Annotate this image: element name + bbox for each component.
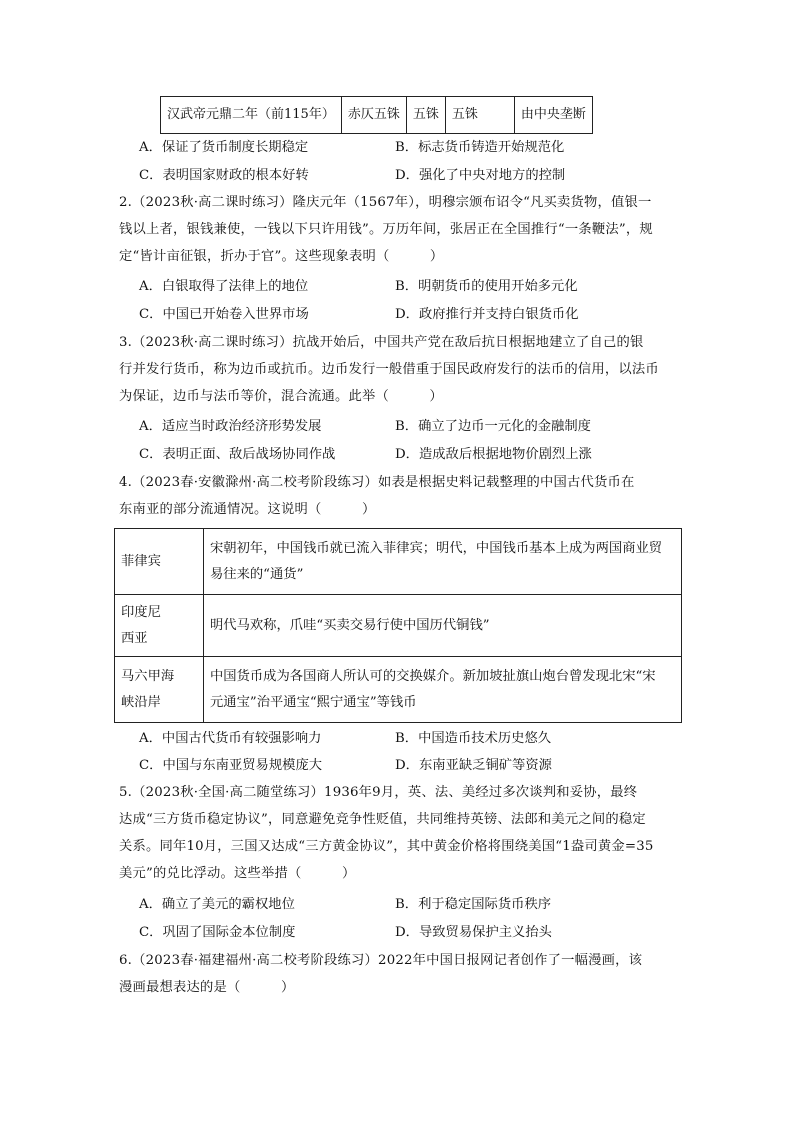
table-cell-mint: 由中央垄断: [514, 97, 592, 134]
table-cell-description: 明代马欢称，爪哇“买卖交易行使中国历代铜钱”: [204, 595, 682, 657]
table-cell-era: 汉武帝元鼎二年（前115年）: [161, 97, 342, 134]
q4-stem-line-2: 东南亚的部分流通情况。这说明（ ）: [119, 502, 376, 517]
q3-stem-line-2: 行并发行货币，称为边币或抗币。边币发行一般借重于国民政府发行的法币的信用，以法币: [119, 362, 659, 377]
q5-stem-line-4: 美元”的兑比浮动。这些举措（ ）: [119, 866, 356, 881]
q5-stem-line-2: 达成“三方货币稳定协议”，同意避免竞争性贬值，共同维持英镑、法郎和美元之间的稳定: [119, 812, 646, 827]
q3-stem-line-3: 为保证，边币与法币等价，混合流通。此举（ ）: [119, 389, 443, 404]
q5-option-b[interactable]: B．利于稳定国际货币秩序: [395, 897, 552, 912]
q3-option-d[interactable]: D．造成敌后根据地物价剧烈上涨: [395, 447, 592, 462]
q4-option-a[interactable]: A．中国古代货币有较强影响力: [139, 731, 322, 746]
q5-option-d[interactable]: D．导致贸易保护主义抬头: [395, 925, 552, 940]
q3-option-c[interactable]: C．表明正面、敌后战场协同作战: [139, 447, 336, 462]
q6-stem-line-1: 6.（2023春·福建福州·高二校考阶段练习）2022年中国日报网记者创作了一幅漫画，该: [119, 953, 643, 968]
q2-option-a[interactable]: A．白银取得了法律上的地位: [139, 279, 309, 294]
q4-option-c[interactable]: C．中国与东南亚贸易规模庞大: [139, 758, 323, 773]
q2-stem-line-2: 钱以上者，银钱兼使，一钱以下只许用钱”。万历年间，张居正在全国推行“一条鞭法”，规: [119, 222, 653, 237]
q2-stem-line-3: 定“皆计亩征银，折办于官”。这些现象表明（ ）: [119, 249, 444, 264]
q3-option-b[interactable]: B．确立了边币一元化的金融制度: [395, 419, 591, 434]
q1-option-d[interactable]: D．强化了中央对地方的控制: [395, 168, 566, 183]
table-cell-coin: 赤仄五铢: [341, 97, 406, 134]
table-cell-description: 中国货币成为各国商人所认可的交换媒介。新加坡扯旗山炮台曾发现北宋“宋 元通宝”治平通宝“熙宁通宝”等钱币: [204, 657, 682, 723]
q5-stem-line-1: 5.（2023秋·全国·高二随堂练习）1936年9月，英、法、美经过多次谈判和妥协，最终: [119, 785, 638, 800]
q5-stem-line-3: 关系。同年10月，三国又达成“三方黄金协议”，其中黄金价格将围绕美国“1盎司黄金=35: [119, 839, 654, 854]
table-cell-description: 宋朝初年，中国钱币就已流入菲律宾；明代，中国钱币基本上成为两国商业贸 易往来的“通货”: [204, 529, 682, 595]
q2-option-b[interactable]: B．明朝货币的使用开始多元化: [395, 279, 578, 294]
q3-option-a[interactable]: A．适应当时政治经济形势发展: [139, 419, 322, 434]
q4-option-d[interactable]: D．东南亚缺乏铜矿等资源: [395, 758, 552, 773]
q2-option-d[interactable]: D．政府推行并支持白银货币化: [395, 307, 579, 322]
q1-option-a[interactable]: A．保证了货币制度长期稳定: [139, 140, 309, 155]
table-cell-type: 五铢: [406, 97, 445, 134]
q4-stem-line-1: 4.（2023春·安徽滁州·高二校考阶段练习）如表是根据史料记载整理的中国古代货币在: [119, 475, 635, 490]
q5-option-a[interactable]: A．确立了美元的霸权地位: [139, 897, 295, 912]
coin-table-row: [160, 96, 593, 134]
table-cell-region: 马六甲海 峡沿岸: [115, 657, 204, 723]
table-cell-region: 印度尼 西亚: [115, 595, 204, 657]
q6-stem-line-2: 漫画最想表达的是（ ）: [119, 980, 295, 995]
q2-stem-line-1: 2.（2023秋·高二课时练习）隆庆元年（1567年），明穆宗颁布诏令“凡买卖货物，值银一: [119, 195, 652, 210]
table-cell-type2: 五铢: [445, 97, 514, 134]
q1-option-b[interactable]: B．标志货币铸造开始规范化: [395, 140, 565, 155]
q5-option-c[interactable]: C．巩固了国际金本位制度: [139, 925, 296, 940]
currency-circulation-table: [114, 528, 682, 723]
q3-stem-line-1: 3.（2023秋·高二课时练习）抗战开始后，中国共产党在敌后抗日根据地建立了自己的银: [119, 335, 644, 350]
table-cell-region: 菲律宾: [115, 529, 204, 595]
q4-option-b[interactable]: B．中国造币技术历史悠久: [395, 731, 552, 746]
q2-option-c[interactable]: C．中国已开始卷入世界市场: [139, 307, 309, 322]
q1-option-c[interactable]: C．表明国家财政的根本好转: [139, 168, 309, 183]
